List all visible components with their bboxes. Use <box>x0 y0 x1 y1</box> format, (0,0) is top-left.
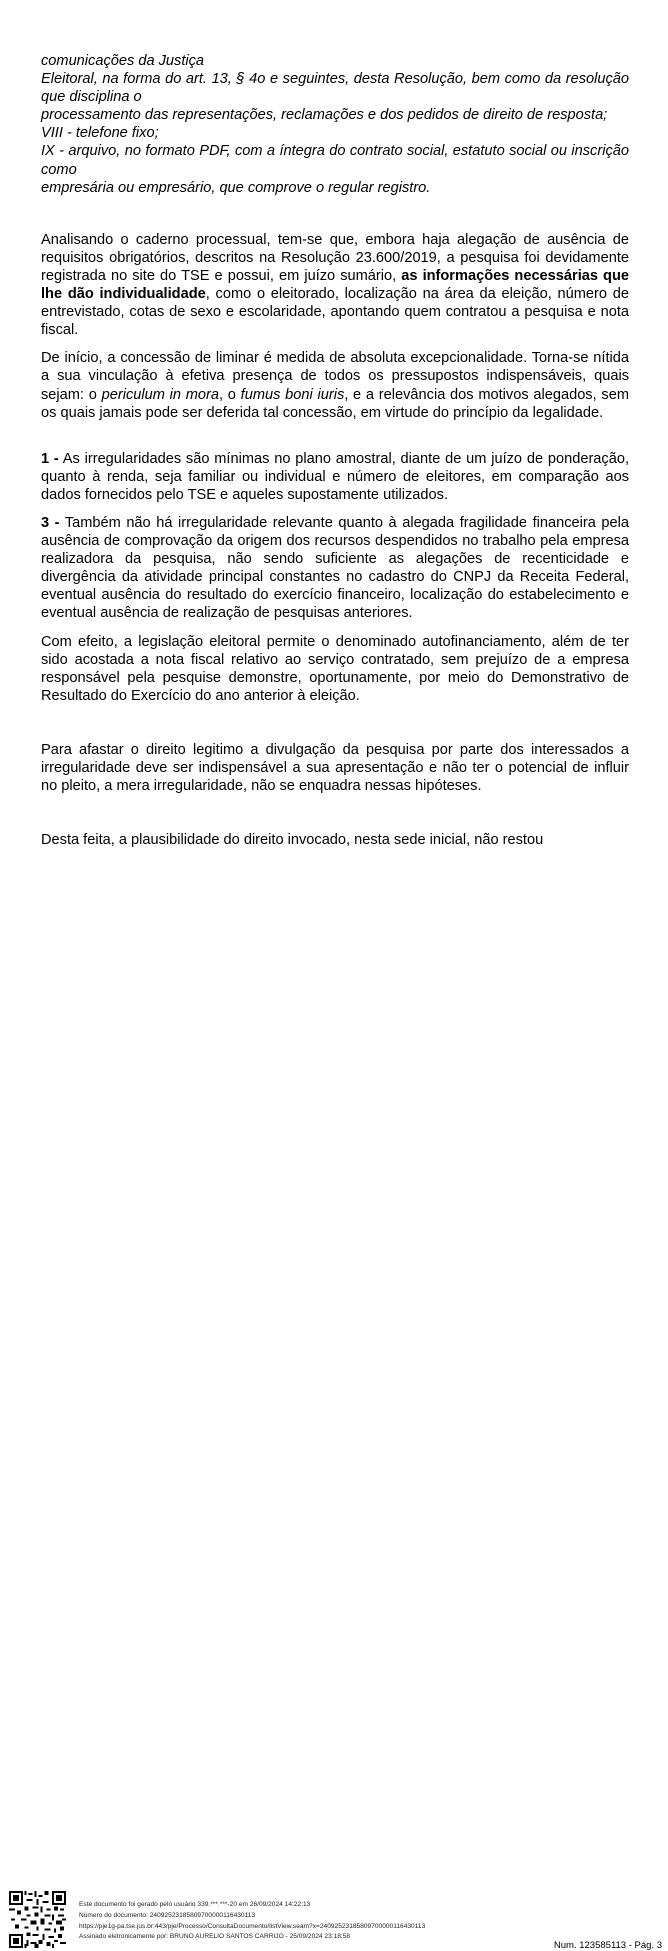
item-number: 3 - <box>41 514 60 531</box>
quote-line: empresária ou empresário, que comprove o regular registro. <box>41 179 431 196</box>
paragraph-autofinanciamento: Com efeito, a legislação eleitoral permite o denominado autofinanciamento, além de ter sido acostada a nota fiscal relativo ao serviço contratado, sem prejuízo de a empresa responsável pela pesquise demonstre, oportunamente, por meio do Demonstrativo de Resultado do Exercício do ano anterior à eleição. <box>41 633 629 704</box>
quote-line: processamento das representações, reclamações e dos pedidos de direito de resposta; <box>41 107 608 124</box>
footer-line: Este documento foi gerado pelo usuário 339.***.***-20 em 26/09/2024 14:22:13 <box>79 1901 311 1908</box>
bold-emphasis: as informações necessárias que lhe dão individualidade <box>41 267 629 303</box>
latin-term: fumus boni iuris <box>240 386 345 403</box>
paragraph-direito-legitimo: Para afastar o direito legitimo a divulgação da pesquisa por parte dos interessados a irregularidade deve ser indispensável a sua apresentação e não ter o potencial de influir no pleito, a mera irregularidade, não se enquadra nessas hipóteses. <box>41 741 629 795</box>
paragraph-item-1: 1 - As irregularidades são mínimas no plano amostral, diante de um juízo de ponderação, quanto à renda, seja familiar ou individual e número de eleitores, em comparação aos dados fornecidos pelo TSE e aqueles supostamente utilizados. <box>41 450 630 503</box>
quote-line: IX - arquivo, no formato PDF, com a íntegra do contrato social, estatuto social ou inscrição como <box>41 143 629 178</box>
page-number: Num. 123585113 - Pág. 3 <box>553 1940 662 1951</box>
paragraph-item-3: 3 - Também não há irregularidade relevante quanto à alegada fragilidade financeira pela ausência de comprovação da origem dos recursos despendidos no trabalho pela empresa realizadora da pesquisa, não sendo suficiente as alegações de recenticidade e divergência da atividade principal constantes no cadastro do CNPJ da Receita Federal, eventual ausência do resultado do exercício financeiro, localização do estabelecimento e eventual ausência de realização de pesquisas anteriores. <box>41 514 629 622</box>
paragraph-liminar: De início, a concessão de liminar é medida de absoluta excepcionalidade. Torna-se nítida a sua vinculação à efetiva presença de todos os pressupostos indispensáveis, quais sejam: o periculum in mora, o fumus boni iuris, e a relevância dos motivos alegados, sem os quais jamais pode ser deferida tal concessão, em virtude do princípio da legalidade. <box>41 350 629 421</box>
document-footer <box>0 944 668 1951</box>
latin-term: periculum in mora <box>101 386 219 403</box>
paragraph-analysis: Analisando o caderno processual, tem-se que, embora haja alegação de ausência de requisitos obrigatórios, descritos na Resolução 23.600/2019, a pesquisa foi devidamente registrada no site do TSE e possui, em juízo sumário, as informações necessárias que lhe dão individualidade, como o eleitorado, localização na área da eleição, número de entrevistado, cotas de sexo e escolaridade, apontando quem contratou a pesquisa e nota fiscal. <box>41 231 629 339</box>
signature-info <box>79 1900 425 1943</box>
quoted-legal-text <box>41 52 629 197</box>
footer-line: Assinado eletronicamente por: BRUNO AURELIO SANTOS CARRIJO - 25/09/2024 23:18:58 <box>79 1933 351 1941</box>
quote-line: VIII - telefone fixo; <box>41 125 159 142</box>
quote-line: Eleitoral, na forma do art. 13, § 4o e seguintes, desta Resolução, bem como da resolução que disciplina o <box>41 71 629 106</box>
footer-line: https://pje1g-pa.tse.jus.br:443/pje/Processo/ConsultaDocumento/listView.seam?x=24092523185809700000116430113 <box>79 1922 426 1930</box>
qr-code-icon <box>9 1891 66 1948</box>
item-number: 1 - <box>41 450 59 467</box>
document-body <box>41 52 629 849</box>
quote-line: comunicações da Justiça <box>41 53 205 69</box>
paragraph-plausibilidade: Desta feita, a plausibilidade do direito invocado, nesta sede inicial, não restou <box>41 832 544 849</box>
footer-line: Número do documento: 24092523185809700000116430113 <box>79 1911 256 1919</box>
